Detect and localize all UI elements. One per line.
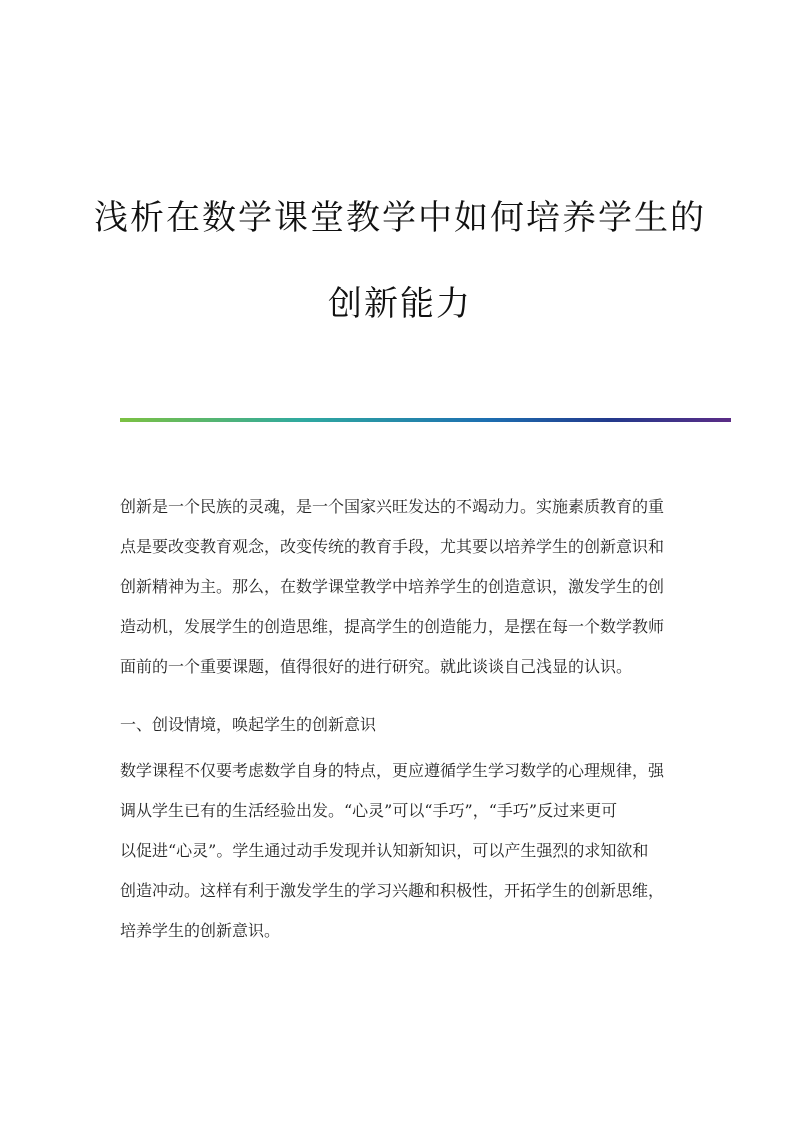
paragraph-line: 面前的一个重要课题，值得很好的进行研究。就此谈谈自己浅显的认识。: [120, 657, 633, 676]
paragraph-line: 数学课程不仅要考虑数学自身的特点，更应遵循学生学习数学的心理规律，强: [120, 761, 665, 780]
document-title-line-1: 浅析在数学课堂教学中如何培养学生的: [94, 198, 706, 238]
section-heading-text: 一、创设情境，唤起学生的创新意识: [120, 715, 377, 734]
paragraph-line: 点是要改变教育观念，改变传统的教育手段，尤其要以培养学生的创新意识和: [120, 537, 665, 556]
paragraph-line: 培养学生的创新意识。: [120, 921, 281, 940]
paragraph-line: 以促进“心灵”。学生通过动手发现并认知新知识，可以产生强烈的求知欲和: [120, 841, 649, 860]
paragraph-intro: [120, 487, 684, 687]
paragraph-line: 创新是一个民族的灵魂，是一个国家兴旺发达的不竭动力。实施素质教育的重: [120, 497, 665, 516]
paragraph-line: 调从学生已有的生活经验出发。“心灵”可以“手巧”，“手巧”反过来更可: [120, 801, 618, 820]
title-divider: [120, 418, 731, 422]
paragraph-line: 创造冲动。这样有利于激发学生的学习兴趣和积极性，开拓学生的创新思维，: [120, 881, 665, 900]
paragraph-line: 造动机，发展学生的创造思维，提高学生的创造能力，是摆在每一个数学教师: [120, 617, 665, 636]
paragraph-line: 创新精神为主。那么，在数学课堂教学中培养学生的创造意识，激发学生的创: [120, 577, 665, 596]
section-heading: [120, 705, 684, 745]
paragraph-section-1: [120, 751, 684, 951]
document-title-line-2: 创新能力: [328, 284, 472, 324]
